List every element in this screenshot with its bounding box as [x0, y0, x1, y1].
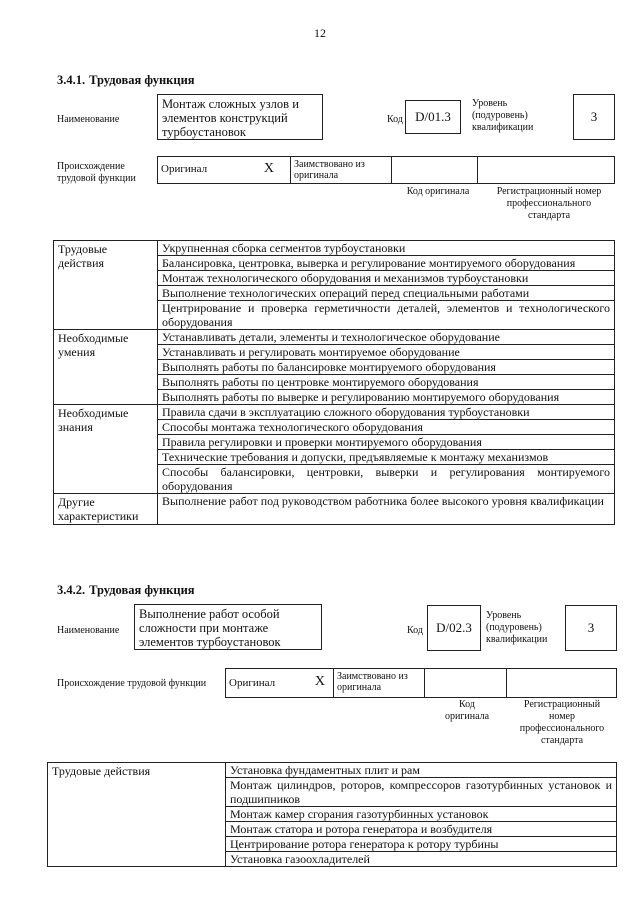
row-category: Необходимые умения: [54, 330, 158, 405]
table-cell: Установка газоохладителей: [226, 852, 617, 867]
function-name-box: Монтаж сложных узлов и элементов конструкций турбоустановок: [157, 94, 323, 140]
table-row: [54, 241, 615, 256]
table-cell: Монтаж технологического оборудования и механизмов турбоустановки: [158, 271, 615, 286]
level-label: Уровень (подуровень) квалификации: [486, 610, 548, 645]
level-box: 3: [573, 94, 615, 140]
table-cell: Устанавливать детали, элементы и технологическое оборудование: [158, 330, 615, 345]
table-row: [54, 330, 615, 345]
row-category: Другие характеристики: [54, 494, 158, 525]
table-cell: Технические требования и допуски, предъявляемые к монтажу механизмов: [158, 450, 615, 465]
table-cell: Выполнять работы по центровке монтируемого оборудования: [158, 375, 615, 390]
row-category: Необходимые знания: [54, 405, 158, 494]
table-cell: Центрирование и проверка герметичности деталей, элементов и технологического оборудования: [158, 301, 615, 330]
page-number: 12: [314, 26, 326, 40]
table-cell: Выполнение работ под руководством работника более высокого уровня квалификации: [158, 494, 615, 525]
section-number: 3.4.1.: [57, 73, 86, 87]
origin-label: Происхождение трудовой функции: [57, 678, 207, 689]
table-cell: Способы балансировки, центровки, выверки и регулирования монтируемого оборудования: [158, 465, 615, 494]
table-cell: Выполнение технологических операций перед специальными работами: [158, 286, 615, 301]
original-mark: X: [263, 161, 274, 176]
section-number: 3.4.2.: [57, 583, 86, 597]
table-cell: Монтаж цилиндров, роторов, компрессоров газотурбинных установок и подшипников: [226, 778, 617, 807]
table-cell: Устанавливать и регулировать монтируемое оборудование: [158, 345, 615, 360]
name-label: Наименование: [57, 625, 120, 636]
code-label: Код: [407, 625, 423, 636]
table-cell: Центрирование ротора генератора к ротору турбины: [226, 837, 617, 852]
section-title: Трудовая функция: [89, 73, 195, 87]
origin-label: Происхождение трудовой функции: [57, 161, 136, 184]
table-cell: Установка фундаментных плит и рам: [226, 763, 617, 778]
code-original-label: Код оригинала: [444, 699, 490, 722]
section-heading: [57, 583, 195, 598]
table-cell: Монтаж камер сгорания газотурбинных установок: [226, 807, 617, 822]
original-label: Оригинал: [229, 677, 276, 689]
table-cell: Выполнять работы по балансировке монтируемого оборудования: [158, 360, 615, 375]
requirements-table: [47, 762, 617, 867]
code-original-cell: [424, 668, 507, 698]
level-label: Уровень (подуровень) квалификации: [472, 98, 534, 133]
original-label: Оригинал: [161, 163, 208, 175]
reg-number-cell: [477, 156, 615, 184]
table-cell: Монтаж статора и ротора генератора и возбудителя: [226, 822, 617, 837]
table-cell: Правила регулировки и проверки монтируемого оборудования: [158, 435, 615, 450]
row-category: Трудовые действия: [54, 241, 158, 330]
table-cell: Балансировка, центровка, выверка и регулирование монтируемого оборудования: [158, 256, 615, 271]
section-heading: [57, 73, 195, 88]
borrowed-cell: Заимствовано из оригинала: [290, 156, 392, 184]
table-cell: Правила сдачи в эксплуатацию сложного оборудования турбоустановки: [158, 405, 615, 420]
reg-number-cell: [506, 668, 617, 698]
requirements-table: [53, 240, 615, 525]
table-row: [48, 763, 617, 778]
code-original-cell: [391, 156, 478, 184]
table-row: [54, 405, 615, 420]
level-box: 3: [565, 605, 617, 651]
reg-number-label: Регистрационный номер профессионального стандарта: [519, 699, 605, 746]
row-category: Трудовые действия: [48, 763, 226, 867]
borrowed-cell: Заимствовано из оригинала: [333, 668, 425, 698]
name-label: Наименование: [57, 114, 120, 125]
code-box: D/01.3: [405, 100, 461, 134]
table-row: [54, 494, 615, 525]
section-title: Трудовая функция: [89, 583, 195, 597]
original-mark: X: [314, 674, 325, 689]
code-label: Код: [387, 114, 403, 125]
original-cell: [157, 156, 291, 184]
code-box: D/02.3: [427, 605, 481, 651]
reg-number-label: Регистрационный номер профессионального стандарта: [496, 186, 602, 221]
function-name-box: Выполнение работ особой сложности при монтаже элементов турбоустановок: [134, 604, 322, 650]
table-cell: Способы монтажа технологического оборудования: [158, 420, 615, 435]
code-original-label: Код оригинала: [406, 186, 470, 197]
original-cell: [225, 668, 334, 698]
table-cell: Выполнять работы по выверке и регулированию монтируемого оборудования: [158, 390, 615, 405]
table-cell: Укрупненная сборка сегментов турбоустановки: [158, 241, 615, 256]
